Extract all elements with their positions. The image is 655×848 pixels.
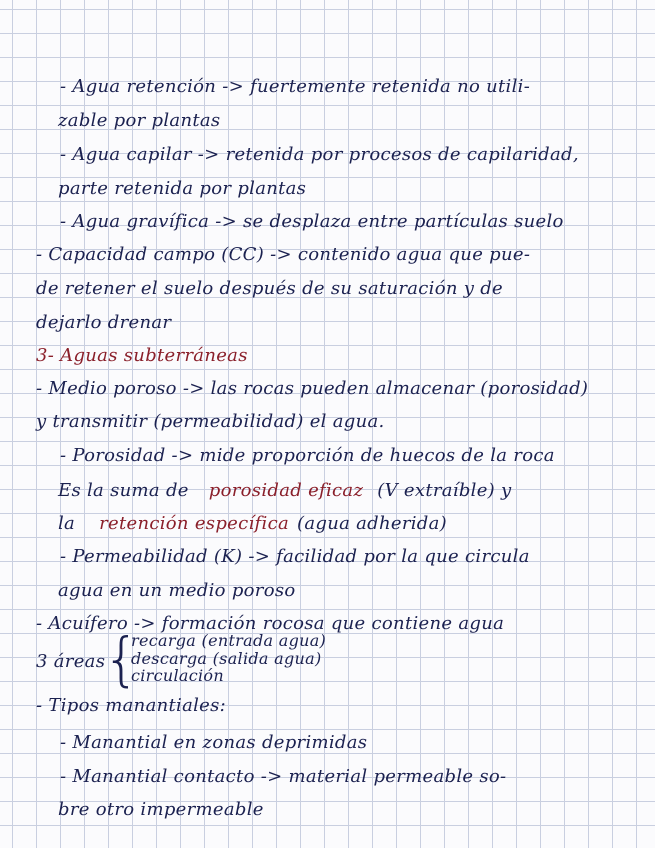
note-text-suma-prefix: Es la suma de (58, 480, 189, 501)
note-line-retencion-especifica (58, 513, 447, 535)
note-line-capacidad-campo-cont-2: dejarlo drenar (36, 312, 172, 333)
section-heading-aguas-subterraneas: 3- Aguas subterráneas (36, 345, 248, 366)
curly-brace-icon: { (103, 625, 140, 693)
note-line-manantial-zonas: - Manantial en zonas deprimidas (60, 732, 368, 753)
note-area-descarga: descarga (salida agua) (131, 649, 322, 668)
note-line-manantial-contacto-cont: bre otro impermeable (58, 799, 264, 820)
note-line-agua-capilar: - Agua capilar -> retenida por procesos de capilaridad, (60, 144, 579, 165)
note-line-agua-retencion: - Agua retención -> fuertemente retenida no utili- (60, 76, 531, 97)
note-line-agua-capilar-cont: parte retenida por plantas (58, 178, 307, 199)
note-area-circulacion: circulación (131, 666, 224, 685)
note-line-agua-gravifica: - Agua gravífica -> se desplaza entre partículas suelo (60, 211, 564, 232)
note-text-agua-adherida: (agua adherida) (297, 513, 447, 534)
note-text-la: la (58, 513, 76, 534)
note-label-3-areas: 3 áreas (36, 651, 106, 672)
note-area-recarga: recarga (entrada agua) (131, 631, 327, 650)
note-line-suma (58, 480, 512, 502)
note-line-permeabilidad-cont: agua en un medio poroso (58, 580, 296, 601)
note-line-manantial-contacto: - Manantial contacto -> material permeable so- (60, 766, 507, 787)
note-line-medio-poroso-cont: y transmitir (permeabilidad) el agua. (36, 411, 385, 432)
note-line-tipos-manantiales: - Tipos manantiales: (36, 695, 227, 716)
term-porosidad-eficaz: porosidad eficaz (208, 480, 364, 501)
note-text-v-extraible: (V extraíble) y (377, 480, 512, 501)
note-line-permeabilidad: - Permeabilidad (K) -> facilidad por la que circula (60, 546, 530, 567)
note-line-capacidad-campo: - Capacidad campo (CC) -> contenido agua que pue- (36, 244, 531, 265)
term-retencion-especifica: retención específica (99, 513, 289, 534)
note-line-porosidad: - Porosidad -> mide proporción de huecos de la roca (60, 445, 555, 466)
note-line-medio-poroso: - Medio poroso -> las rocas pueden almacenar (porosidad) (36, 378, 589, 399)
note-line-agua-retencion-cont: zable por plantas (58, 110, 221, 131)
note-line-capacidad-campo-cont-1: de retener el suelo después de su saturación y de (36, 278, 504, 299)
note-line-acuifero: - Acuífero -> formación rocosa que contiene agua (36, 613, 505, 634)
